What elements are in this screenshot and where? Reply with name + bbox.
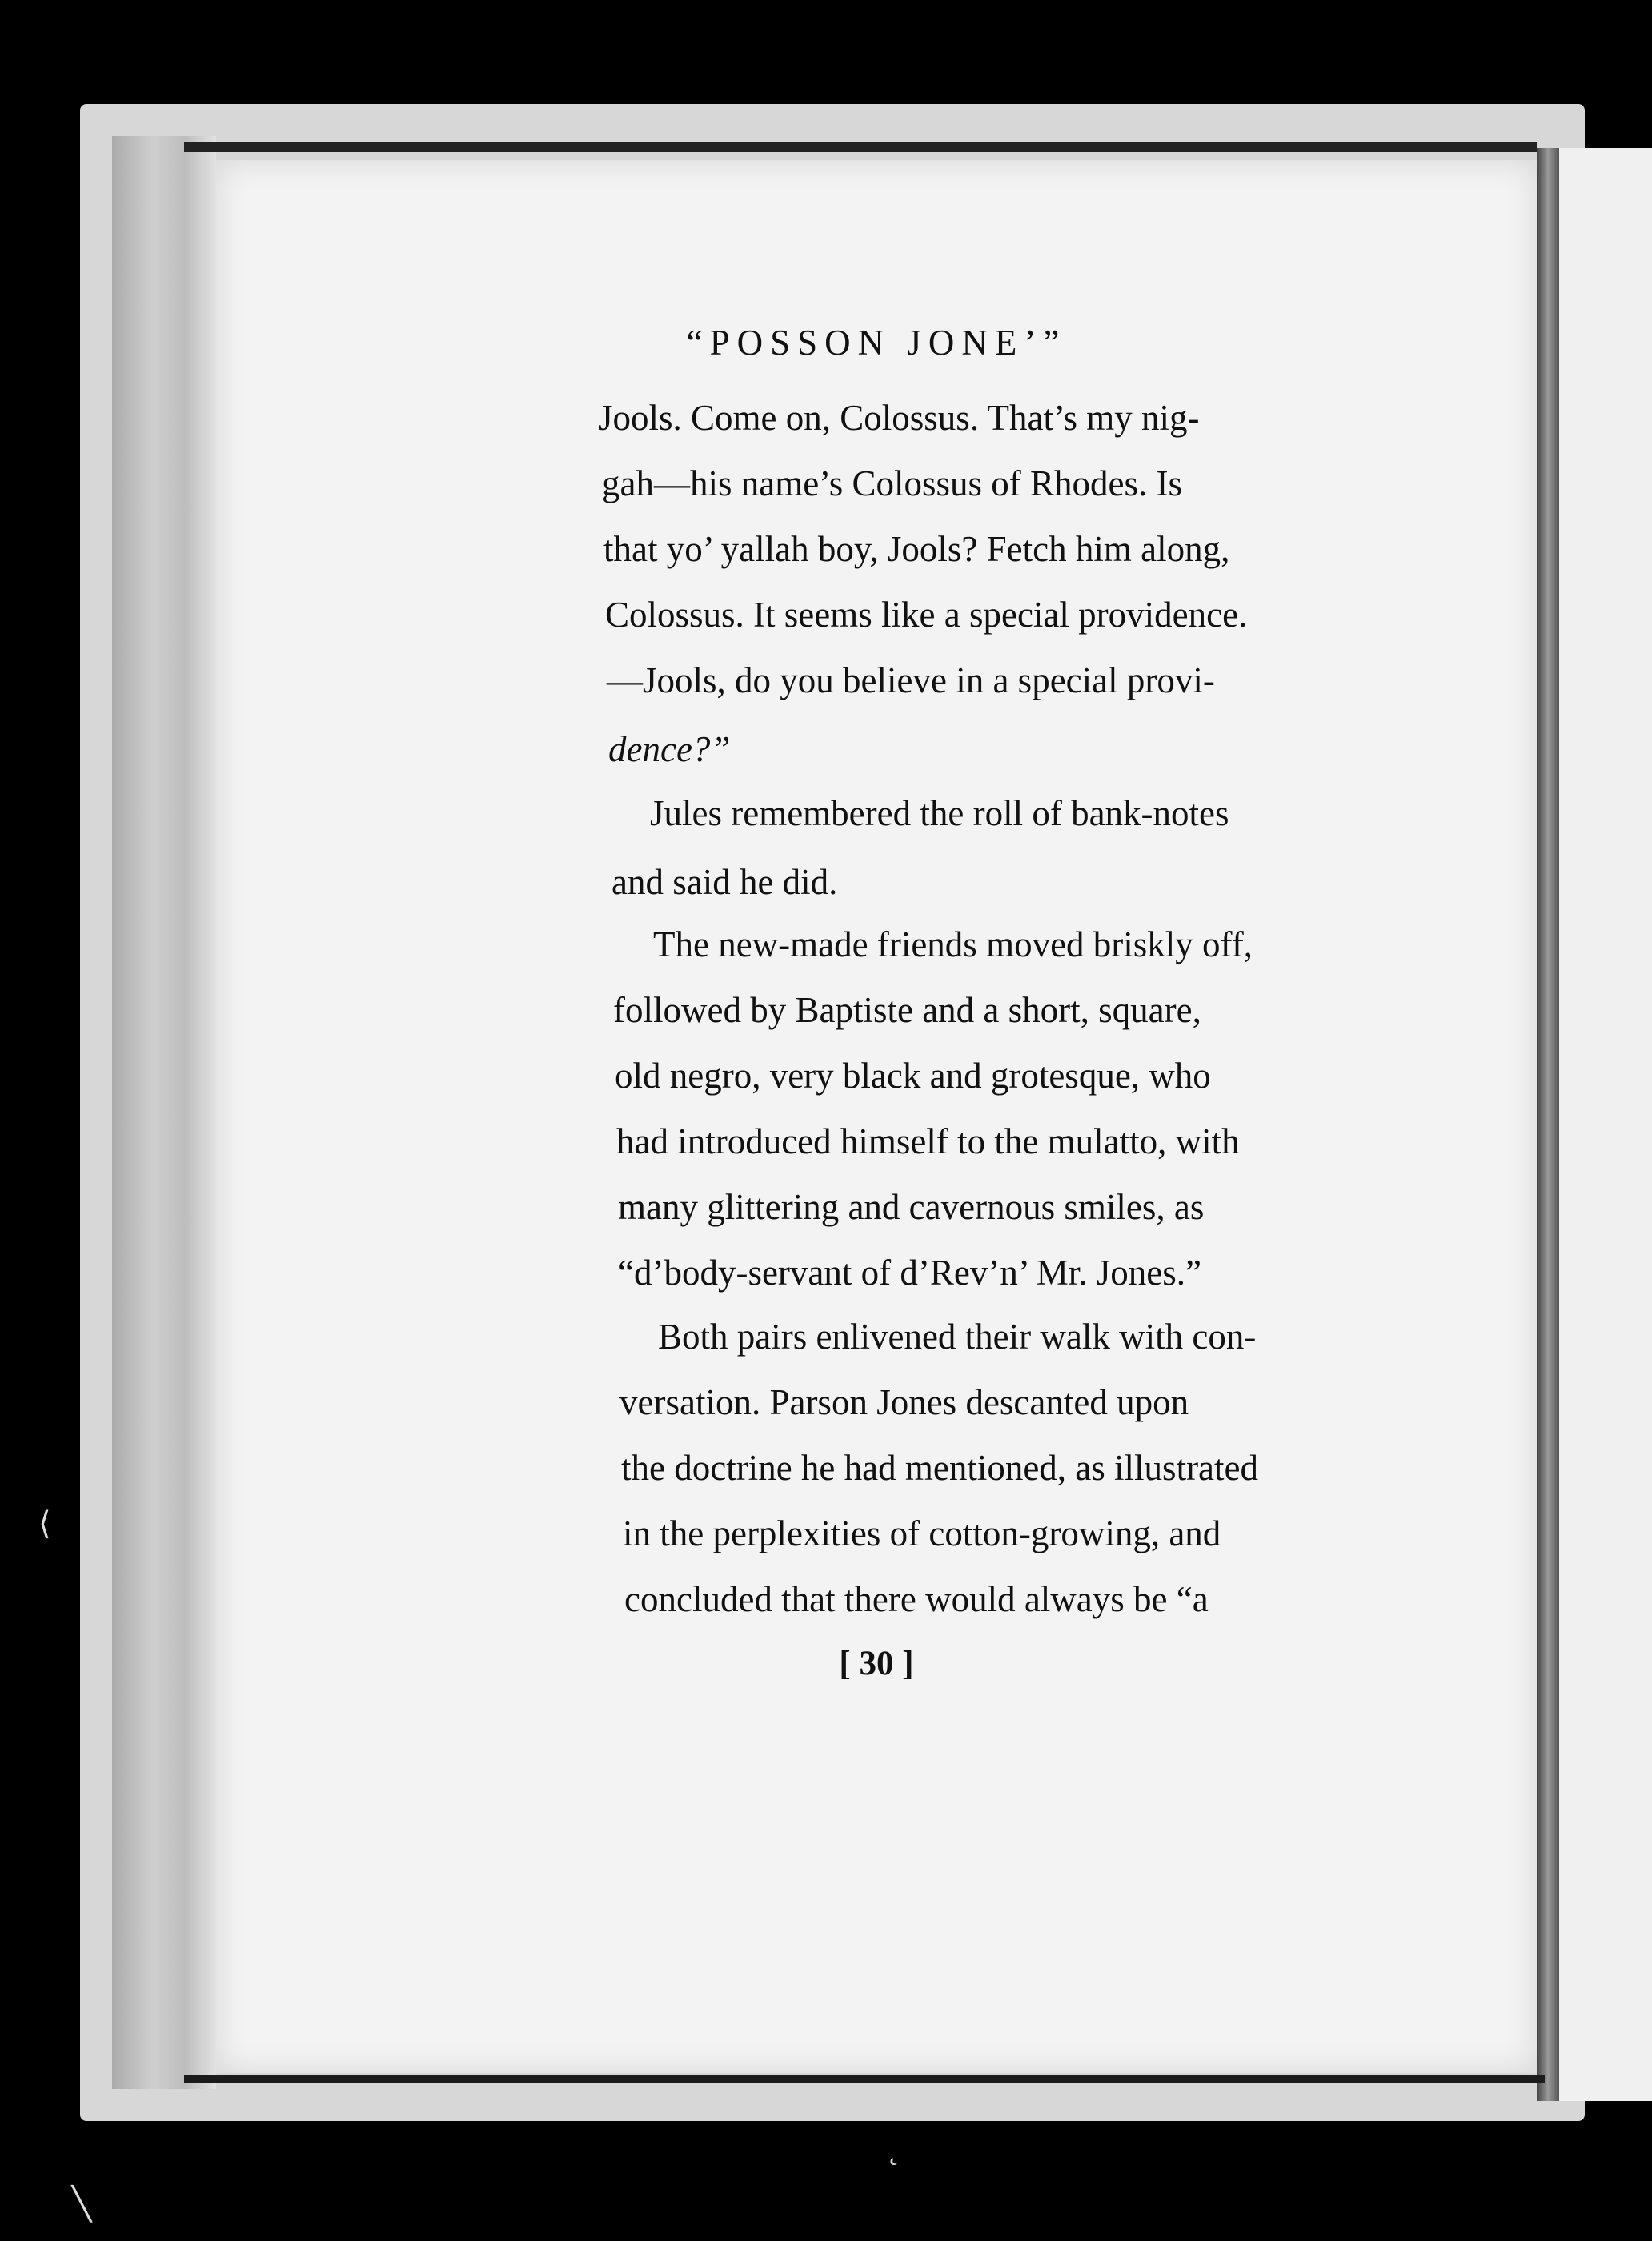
page-number: [ 30 ]: [839, 1645, 914, 1682]
text-line: that yo’ yallah boy, Jools? Fetch him along,: [603, 529, 1230, 569]
book-spine: [1537, 148, 1559, 2101]
text-line: many glittering and cavernous smiles, as: [618, 1187, 1205, 1227]
page-stack-edge: [112, 136, 216, 2089]
text-line: —Jools, do you believe in a special provi-: [607, 660, 1215, 700]
text-line: dence?”: [608, 729, 731, 769]
text-line: in the perplexities of cotton-growing, and: [623, 1513, 1221, 1553]
scan-artifact-mark: ╲: [72, 2186, 92, 2222]
text-line: Both pairs enlivened their walk with con-: [658, 1317, 1257, 1357]
running-title: “POSSON JONE’”: [686, 323, 1067, 363]
text-line: Jools. Come on, Colossus. That’s my nig-: [599, 398, 1200, 438]
text-line: gah—his name’s Colossus of Rhodes. Is: [602, 463, 1182, 503]
page-top-edge: [184, 142, 1537, 152]
text-line: “d’body-servant of d’Rev’n’ Mr. Jones.”: [618, 1253, 1201, 1293]
page-bottom-edge: [184, 2075, 1545, 2083]
text-line: The new-made friends moved briskly off,: [653, 924, 1253, 964]
scan-artifact-mark: ⟨: [38, 1505, 51, 1541]
book-page: [216, 160, 1537, 2073]
text-line: concluded that there would always be “a: [624, 1579, 1209, 1619]
scan-artifact-mark: ˛: [888, 2130, 900, 2166]
text-line: followed by Baptiste and a short, square,: [613, 990, 1201, 1030]
text-line: and said he did.: [611, 862, 838, 902]
facing-page: [1559, 148, 1652, 2101]
text-line: the doctrine he had mentioned, as illustrated: [621, 1448, 1259, 1488]
text-line: had introduced himself to the mulatto, with: [616, 1121, 1240, 1161]
text-line: old negro, very black and grotesque, who: [615, 1056, 1211, 1096]
text-line: Colossus. It seems like a special providence.: [605, 595, 1248, 635]
text-line: Jules remembered the roll of bank-notes: [650, 793, 1229, 833]
text-line: versation. Parson Jones descanted upon: [620, 1382, 1189, 1422]
